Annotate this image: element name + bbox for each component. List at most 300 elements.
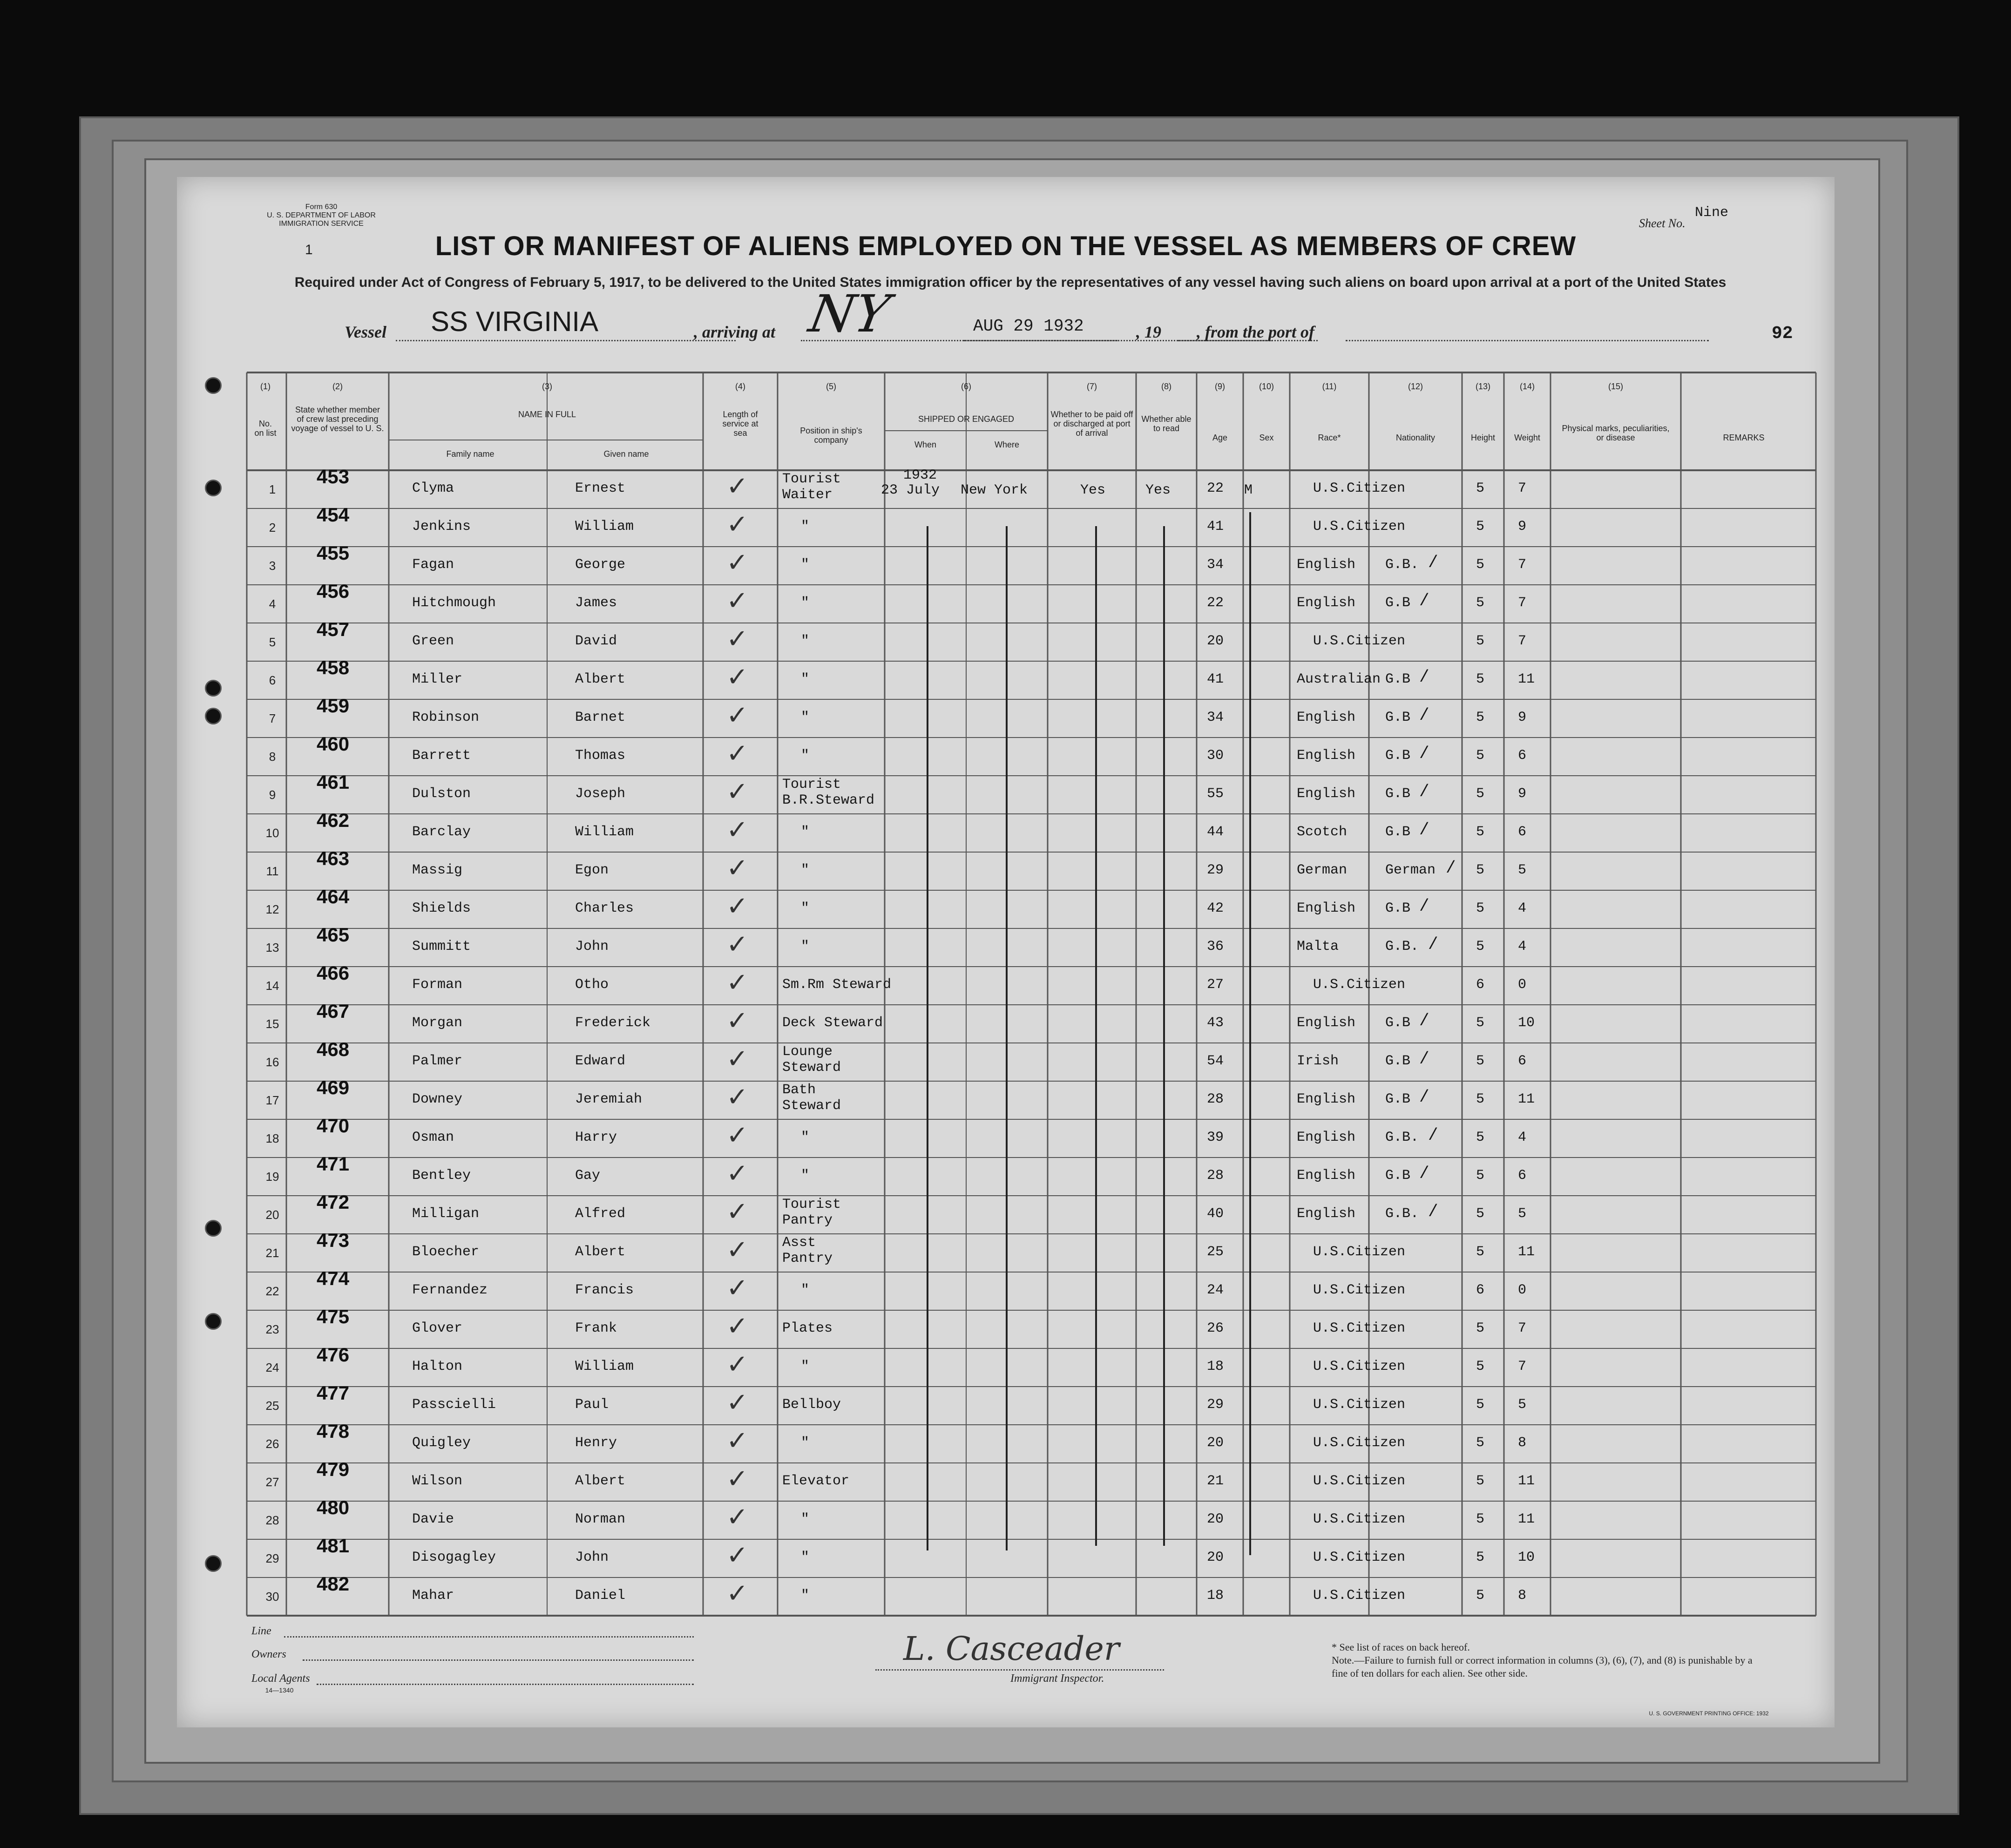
check-mark: ✓ (726, 853, 748, 883)
family-name: Shields (412, 900, 471, 916)
position (782, 671, 809, 687)
crew-number: 474 (317, 1267, 350, 1289)
from-port-label: , from the port of (1197, 323, 1315, 341)
nationality-tick: / (1419, 1011, 1429, 1030)
row-number: 1 (269, 482, 276, 496)
position (782, 977, 891, 993)
height: 5 (1476, 1473, 1485, 1489)
check-mark: ✓ (726, 1235, 748, 1265)
race: German (1297, 862, 1347, 878)
age: 54 (1207, 1053, 1224, 1069)
given-name: Frederick (575, 1015, 651, 1031)
nationality-tick: / (1428, 553, 1438, 572)
height: 5 (1476, 1244, 1485, 1260)
col9-header: Age (1212, 433, 1228, 442)
age: 27 (1207, 977, 1224, 993)
given-name: Frank (575, 1320, 617, 1336)
given-name: Ernest (575, 481, 626, 496)
position-line1: " (801, 1168, 810, 1184)
position-line1: Asst (782, 1235, 816, 1251)
crew-number: 464 (317, 886, 350, 907)
position (782, 900, 809, 916)
printer-note: U. S. GOVERNMENT PRINTING OFFICE: 1932 (1649, 1710, 1769, 1717)
check-mark: ✓ (726, 1311, 748, 1341)
position (782, 777, 874, 808)
col12-header: Nationality (1395, 433, 1435, 442)
height: 5 (1476, 633, 1485, 649)
height: 5 (1476, 1320, 1485, 1336)
check-mark: ✓ (726, 777, 748, 807)
height: 6 (1476, 977, 1485, 993)
footer-line-underline (284, 1636, 694, 1638)
given-name: Alfred (575, 1206, 626, 1222)
given-name: Charles (575, 900, 634, 916)
weight: 0 (1518, 1282, 1527, 1298)
crew-number: 478 (317, 1420, 350, 1442)
col12-num: (12) (1408, 382, 1423, 391)
row-number: 15 (265, 1017, 279, 1031)
family-name: Summitt (412, 939, 471, 954)
height: 5 (1476, 1550, 1485, 1565)
arriving-label: , arriving at (694, 323, 776, 341)
weight: 6 (1518, 748, 1527, 764)
nationality-tick: / (1428, 1202, 1438, 1221)
check-mark: ✓ (726, 738, 748, 769)
age: 34 (1207, 710, 1224, 725)
check-mark: ✓ (726, 1540, 748, 1570)
weight: 7 (1518, 1320, 1527, 1336)
col8-num: (8) (1161, 382, 1171, 391)
race: U.S.Citizen (1313, 1244, 1406, 1260)
col4-header: Length of service at sea (722, 410, 758, 438)
crew-number: 461 (317, 771, 350, 793)
footer-owners-underline (303, 1659, 694, 1661)
position (782, 633, 809, 649)
check-mark: ✓ (726, 1388, 748, 1418)
position-line1: " (801, 1588, 810, 1604)
family-name: Barclay (412, 824, 471, 840)
crew-number: 454 (317, 504, 350, 526)
weight: 6 (1518, 824, 1527, 840)
race: U.S.Citizen (1313, 1320, 1406, 1336)
nationality-tick: / (1419, 897, 1429, 916)
weight: 10 (1518, 1550, 1535, 1565)
weight: 7 (1518, 1359, 1527, 1374)
manifest-sheet (177, 177, 1835, 1727)
given-name: Albert (575, 671, 626, 687)
position (782, 939, 809, 954)
position-line1: Elevator (782, 1473, 850, 1489)
nationality: G.B (1385, 824, 1411, 840)
given-name: Otho (575, 977, 609, 993)
nationality: G.B (1385, 1091, 1411, 1107)
form-dept: U. S. DEPARTMENT OF LABOR (267, 211, 376, 219)
race: Scotch (1297, 824, 1347, 840)
crew-number: 460 (317, 733, 350, 755)
race: English (1297, 710, 1356, 725)
weight: 9 (1518, 519, 1527, 535)
weight: 9 (1518, 786, 1527, 802)
check-mark: ✓ (726, 1120, 748, 1151)
given-name: Egon (575, 862, 609, 878)
check-mark: ✓ (726, 1158, 748, 1189)
position (782, 710, 809, 725)
race: English (1297, 1130, 1356, 1145)
row-number: 30 (265, 1590, 279, 1604)
nationality-tick: / (1446, 859, 1456, 878)
position-line1: " (801, 595, 810, 611)
crew-number: 457 (317, 618, 350, 640)
position-line1: " (801, 1130, 810, 1145)
crew-number: 463 (317, 847, 350, 869)
race: English (1297, 1168, 1356, 1184)
row-number: 14 (265, 979, 279, 993)
check-mark: ✓ (726, 1082, 748, 1112)
row-number: 16 (265, 1055, 279, 1069)
family-name: Jenkins (412, 519, 471, 535)
ditto-line-when (927, 526, 928, 1550)
height: 5 (1476, 1588, 1485, 1604)
race: U.S.Citizen (1313, 1359, 1406, 1374)
height: 5 (1476, 710, 1485, 725)
given-name: Edward (575, 1053, 626, 1069)
row-number: 18 (265, 1131, 279, 1145)
weight: 5 (1518, 1206, 1527, 1222)
age: 26 (1207, 1320, 1224, 1336)
weight: 4 (1518, 900, 1527, 916)
nationality-tick: / (1419, 744, 1429, 763)
given-name: Paul (575, 1397, 609, 1413)
check-mark: ✓ (726, 471, 748, 501)
col1-header: No. on list (254, 419, 277, 438)
corner-number: 92 (1772, 324, 1793, 344)
position-line1: " (801, 671, 810, 687)
given-name: Francis (575, 1282, 634, 1298)
family-name: Glover (412, 1320, 463, 1336)
age: 43 (1207, 1015, 1224, 1031)
position-line1: Deck Steward (782, 1015, 883, 1031)
family-name: Quigley (412, 1435, 471, 1451)
position (782, 1511, 809, 1527)
arriving-port: NY (805, 284, 894, 344)
family-name: Massig (412, 862, 463, 878)
height: 5 (1476, 1130, 1485, 1145)
weight: 10 (1518, 1015, 1535, 1031)
sheet-number-label: Sheet No. (1639, 217, 1686, 230)
age: 44 (1207, 824, 1224, 840)
row-number: 3 (269, 559, 276, 573)
nationality: G.B (1385, 671, 1411, 687)
nationality: G.B (1385, 900, 1411, 916)
check-mark: ✓ (726, 624, 748, 654)
age: 28 (1207, 1091, 1224, 1107)
row-number: 8 (269, 750, 276, 764)
col10-num: (10) (1259, 382, 1274, 391)
weight: 11 (1518, 1473, 1535, 1489)
race: Irish (1297, 1053, 1339, 1069)
height: 5 (1476, 939, 1485, 954)
position (782, 471, 841, 503)
weight: 11 (1518, 1091, 1535, 1107)
inspector-signature: L. Casceader (903, 1630, 1120, 1668)
nationality: G.B. (1385, 1206, 1419, 1222)
position (782, 1320, 833, 1336)
crew-number: 469 (317, 1076, 350, 1098)
position-line2: Waiter (782, 487, 833, 503)
race: English (1297, 1206, 1356, 1222)
family-name: Green (412, 633, 454, 649)
height: 5 (1476, 862, 1485, 878)
position-line1: " (801, 900, 810, 916)
given-name: Norman (575, 1511, 626, 1527)
position-line2: B.R.Steward (782, 792, 875, 808)
signature-underline (875, 1669, 1164, 1671)
nationality-tick: / (1419, 820, 1429, 839)
crew-number: 479 (317, 1458, 350, 1480)
family-name: Forman (412, 977, 463, 993)
family-name: Bentley (412, 1168, 471, 1184)
check-mark: ✓ (726, 1273, 748, 1303)
nationality: G.B (1385, 1015, 1411, 1031)
height: 5 (1476, 1168, 1485, 1184)
row-number: 11 (266, 864, 279, 878)
race: English (1297, 748, 1356, 764)
family-name: Wilson (412, 1473, 463, 1489)
family-name: Halton (412, 1359, 463, 1374)
family-name: Hitchmough (412, 595, 496, 611)
col3-given-header: Given name (603, 449, 649, 459)
check-mark: ✓ (726, 548, 748, 578)
given-name: John (575, 939, 609, 954)
weight: 4 (1518, 939, 1527, 954)
crew-number: 472 (317, 1191, 350, 1213)
row-number: 28 (265, 1513, 279, 1527)
race: Australian (1297, 671, 1381, 687)
crew-number: 473 (317, 1229, 350, 1251)
table-row (177, 1573, 1835, 1616)
height: 6 (1476, 1282, 1485, 1298)
footer-agents-code: 14—1340 (265, 1686, 294, 1694)
given-name: Joseph (575, 786, 626, 802)
given-name: David (575, 633, 617, 649)
crew-number: 466 (317, 962, 350, 984)
able-to-read: Yes (1145, 482, 1171, 498)
race: English (1297, 900, 1356, 916)
position-line1: Plates (782, 1320, 833, 1336)
position-line1: Bath (782, 1082, 816, 1098)
family-name: Downey (412, 1091, 463, 1107)
weight: 9 (1518, 710, 1527, 725)
given-name: Albert (575, 1244, 626, 1260)
row-number: 10 (265, 826, 279, 840)
engaged-when: 23 July (881, 482, 940, 498)
check-mark: ✓ (726, 891, 748, 921)
height: 5 (1476, 786, 1485, 802)
col6-header: SHIPPED OR ENGAGED (918, 414, 1015, 424)
position-line1: " (801, 1511, 810, 1527)
col3-header: NAME IN FULL (518, 410, 576, 419)
crew-number: 453 (317, 466, 350, 487)
row-number: 26 (265, 1437, 279, 1451)
crew-number: 470 (317, 1115, 350, 1137)
nationality-tick: / (1419, 668, 1429, 687)
nationality: G.B (1385, 786, 1411, 802)
position (782, 1282, 809, 1298)
row-number: 20 (265, 1208, 279, 1222)
col7-num: (7) (1087, 382, 1097, 391)
height: 5 (1476, 1435, 1485, 1451)
col3-num: (3) (542, 382, 552, 391)
age: 20 (1207, 1550, 1224, 1565)
col7-header: Whether to be paid off or discharged at port of arrival (1050, 410, 1133, 438)
row-number: 19 (265, 1170, 279, 1184)
given-name: James (575, 595, 617, 611)
position (782, 1168, 809, 1184)
nationality: G.B (1385, 1168, 1411, 1184)
row-number: 2 (269, 521, 276, 535)
height: 5 (1476, 519, 1485, 535)
position (782, 1044, 841, 1076)
age: 20 (1207, 633, 1224, 649)
given-name: Barnet (575, 710, 626, 725)
position-line1: Tourist (782, 777, 841, 792)
position (782, 1588, 809, 1604)
weight: 4 (1518, 1130, 1527, 1145)
position-line1: " (801, 748, 810, 764)
nationality-tick: / (1419, 1088, 1429, 1107)
age: 25 (1207, 1244, 1224, 1260)
crew-number: 476 (317, 1344, 350, 1366)
position-line1: " (801, 1359, 810, 1374)
inspector-label: Immigrant Inspector. (1010, 1672, 1104, 1685)
col6-where-header: Where (994, 440, 1019, 449)
check-mark: ✓ (726, 1044, 748, 1074)
crew-number: 471 (317, 1153, 350, 1175)
weight: 7 (1518, 481, 1527, 496)
check-mark: ✓ (726, 1006, 748, 1036)
weight: 8 (1518, 1588, 1527, 1604)
position (782, 1397, 841, 1413)
family-name: Barrett (412, 748, 471, 764)
family-name: Clyma (412, 481, 454, 496)
crew-number: 481 (317, 1535, 350, 1557)
race: English (1297, 1091, 1356, 1107)
penalty-note: Note.—Failure to furnish full or correct information in columns (3), (6), (7), and (8) is punishable by a fine of ten dollars for each alien. See other side. (1332, 1654, 1753, 1679)
race: U.S.Citizen (1313, 1550, 1406, 1565)
position-line2: Pantry (782, 1251, 833, 1266)
nationality-tick: / (1428, 935, 1438, 954)
nationality: G.B (1385, 595, 1411, 611)
weight: 11 (1518, 671, 1535, 687)
position (782, 862, 809, 878)
vessel-label: Vessel (345, 323, 386, 341)
ditto-line-sex (1249, 512, 1251, 1555)
position (782, 595, 809, 611)
col3-family-header: Family name (446, 449, 494, 459)
crew-number: 467 (317, 1000, 350, 1022)
row-number: 5 (269, 635, 276, 649)
race: English (1297, 786, 1356, 802)
nationality-tick: / (1428, 1126, 1438, 1145)
height: 5 (1476, 1091, 1485, 1107)
footer-agents-underline (317, 1684, 694, 1685)
age: 20 (1207, 1511, 1224, 1527)
race: English (1297, 595, 1356, 611)
age: 39 (1207, 1130, 1224, 1145)
crew-number: 456 (317, 580, 350, 602)
height: 5 (1476, 748, 1485, 764)
position (782, 1550, 809, 1565)
weight: 11 (1518, 1244, 1535, 1260)
family-name: Passcielli (412, 1397, 496, 1413)
given-name: William (575, 1359, 634, 1374)
manifest-subtitle: Required under Act of Congress of February 5, 1917, to be delivered to the United States immigration officer by the representatives of any vessel having such aliens on board upon arrival at a port of the United States (294, 275, 1727, 290)
family-name: Davie (412, 1511, 454, 1527)
given-name: William (575, 519, 634, 535)
row-number: 21 (265, 1246, 279, 1260)
ditto-line-read (1163, 526, 1165, 1546)
nationality: G.B (1385, 710, 1411, 725)
age: 41 (1207, 519, 1224, 535)
family-name: Osman (412, 1130, 454, 1145)
col9-num: (9) (1215, 382, 1225, 391)
crew-number: 465 (317, 924, 350, 946)
race: Malta (1297, 939, 1339, 954)
col6-num: (6) (961, 382, 971, 391)
nationality: G.B. (1385, 939, 1419, 954)
row-number: 7 (269, 711, 276, 725)
given-name: Daniel (575, 1588, 626, 1604)
check-mark: ✓ (726, 929, 748, 960)
family-name: Dulston (412, 786, 471, 802)
given-name: Jeremiah (575, 1091, 643, 1107)
col5-num: (5) (826, 382, 836, 391)
row-number: 29 (265, 1551, 279, 1565)
nationality-tick: / (1419, 591, 1429, 610)
position-line1: " (801, 710, 810, 725)
height: 5 (1476, 1206, 1485, 1222)
age: 29 (1207, 1397, 1224, 1413)
footer-agents-label: Local Agents (251, 1672, 310, 1685)
crew-number: 462 (317, 809, 350, 831)
nationality-tick: / (1419, 706, 1429, 725)
family-name: Fernandez (412, 1282, 488, 1298)
col1-num: (1) (260, 382, 271, 391)
table-row (177, 466, 1835, 508)
family-name: Miller (412, 671, 463, 687)
col11-num: (11) (1322, 382, 1337, 391)
position-line1: " (801, 1550, 810, 1565)
row-number: 4 (269, 597, 276, 611)
given-name: Gay (575, 1168, 601, 1184)
position-line2: Steward (782, 1060, 841, 1076)
crew-number: 477 (317, 1382, 350, 1404)
col16-header: REMARKS (1723, 433, 1765, 442)
age: 41 (1207, 671, 1224, 687)
col2-header: State whether member of crew last preceding voyage of vessel to U. S. (291, 405, 384, 433)
age: 22 (1207, 481, 1224, 496)
weight: 8 (1518, 1435, 1527, 1451)
col8-header: Whether able to read (1141, 414, 1192, 433)
row-number: 13 (265, 941, 279, 954)
row-number: 12 (265, 902, 279, 916)
form-service: IMMIGRATION SERVICE (279, 220, 364, 228)
age: 42 (1207, 900, 1224, 916)
position-line1: " (801, 939, 810, 954)
height: 5 (1476, 557, 1485, 573)
col15-num: (15) (1608, 382, 1623, 391)
crew-number: 480 (317, 1496, 350, 1518)
